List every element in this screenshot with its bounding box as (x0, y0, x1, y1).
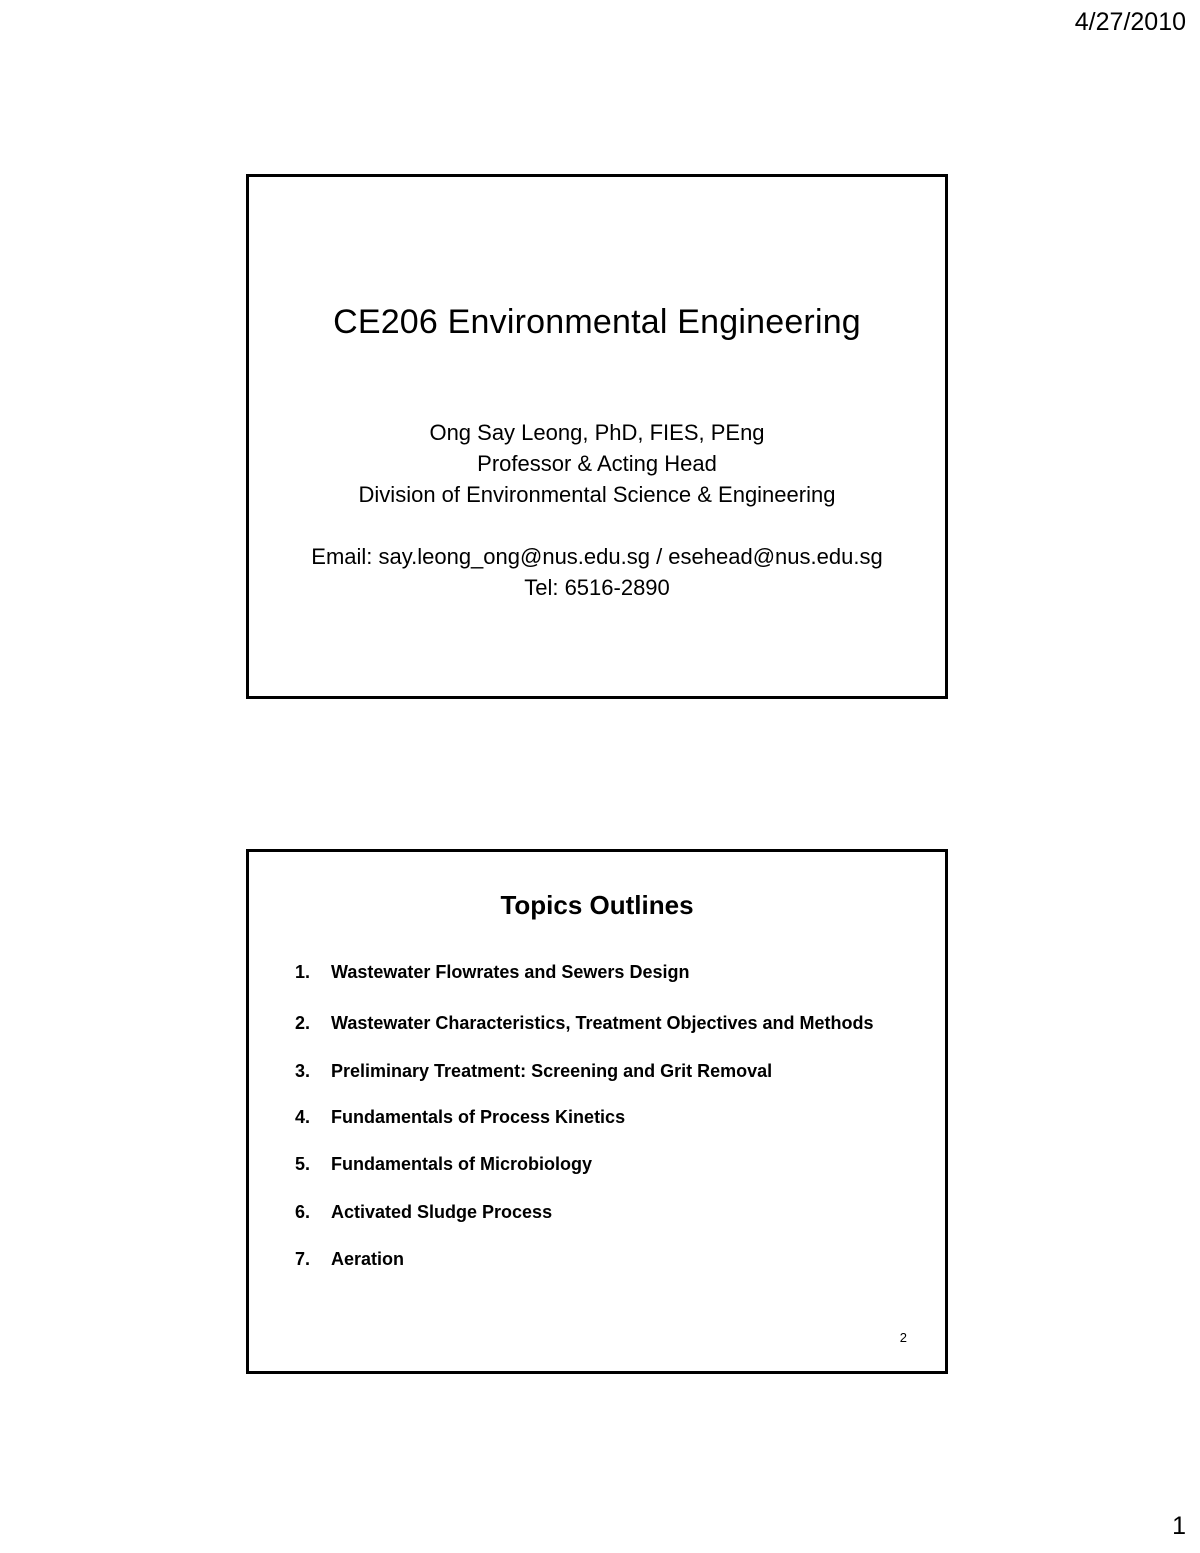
list-item (295, 1059, 874, 1083)
topic-number: 5. (295, 1154, 311, 1174)
list-item (295, 1247, 874, 1271)
topic-text: Fundamentals of Process Kinetics (331, 1107, 626, 1127)
topic-text: Wastewater Flowrates and Sewers Design (331, 962, 690, 982)
author-position: Professor & Acting Head (477, 451, 717, 476)
contact-tel: Tel: 6516-2890 (524, 575, 670, 600)
author-name: Ong Say Leong, PhD, FIES, PEng (429, 420, 765, 445)
page-number: 1 (1172, 1512, 1186, 1540)
topic-text: Wastewater Characteristics, Treatment Objectives and Methods (331, 1013, 874, 1033)
topic-number: 2. (295, 1013, 311, 1033)
topic-number: 7. (295, 1249, 311, 1269)
author-division: Division of Environmental Science & Engineering (358, 482, 836, 507)
topic-text: Fundamentals of Microbiology (331, 1154, 593, 1174)
list-item (295, 1200, 874, 1224)
topic-number: 3. (295, 1061, 311, 1081)
slide-title (246, 174, 948, 699)
topic-number: 1. (295, 962, 311, 982)
list-item (295, 1011, 874, 1035)
slide-topics (246, 849, 948, 1374)
topic-text: Activated Sludge Process (331, 1202, 553, 1222)
topic-text: Preliminary Treatment: Screening and Grit Removal (331, 1061, 773, 1081)
list-item (295, 1105, 874, 1129)
list-item (295, 1152, 874, 1176)
contact-email: Email: say.leong_ong@nus.edu.sg / esehead@nus.edu.sg (311, 544, 883, 569)
topics-title: Topics Outlines (500, 890, 694, 920)
topic-number: 4. (295, 1107, 311, 1127)
list-item (295, 960, 874, 984)
slide-number: 2 (899, 1330, 907, 1345)
contact-block (249, 541, 945, 603)
page-date: 4/27/2010 (1074, 8, 1186, 36)
topics-list (295, 960, 874, 1271)
topic-number: 6. (295, 1202, 311, 1222)
topic-text: Aeration (331, 1249, 405, 1269)
author-block (249, 417, 945, 510)
course-title: CE206 Environmental Engineering (333, 303, 861, 341)
